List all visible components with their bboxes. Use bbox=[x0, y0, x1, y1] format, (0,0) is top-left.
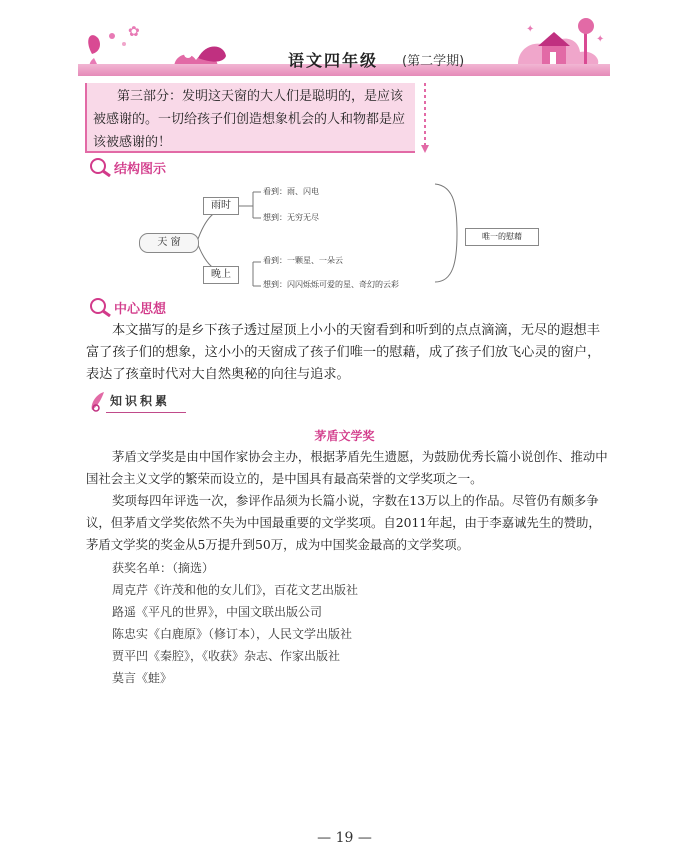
branch-night: 晚上 bbox=[203, 266, 239, 284]
book-title: 语文四年级 bbox=[288, 51, 379, 70]
structure-heading-label: 结构图示 bbox=[114, 161, 167, 177]
winner-item: 路遥《平凡的世界》，中国文联出版公司 bbox=[112, 605, 323, 619]
structure-heading bbox=[88, 157, 166, 177]
central-idea-text: 本文描写的是乡下孩子透过屋顶上小小的天窗看到和听到的点点滴滴，无尽的遐想丰富了孩子们的想象，这小小的天窗成了孩子们唯一的慰藉，成了孩子们放飞心灵的窗户，表达了孩童时代对大自然奥秘的向往与追求。 bbox=[86, 323, 601, 382]
summary-text: 第三部分：发明这天窗的大人们是聪明的，是应该被感谢的。一切给孩子们创造想象机会的人和物都是应该被感谢的！ bbox=[93, 89, 406, 150]
winners-list-title: 获奖名单：（摘选） bbox=[112, 561, 215, 575]
central-idea-heading bbox=[88, 297, 166, 317]
rain-see-text: 看到：雨、闪电 bbox=[263, 187, 319, 196]
knowledge-heading-label: 知识积累 bbox=[110, 394, 171, 408]
result-node: 唯一的慰藉 bbox=[465, 228, 539, 246]
center-node: 天 窗 bbox=[139, 233, 199, 253]
knowledge-title: 茅盾文学奖 bbox=[314, 429, 375, 443]
structure-diagram bbox=[135, 178, 575, 290]
night-think-text: 想到：闪闪烁烁可爱的星、奇幻的云彩 bbox=[263, 280, 399, 289]
book-subtitle: (第二学期) bbox=[402, 54, 465, 69]
knowledge-para-1: 茅盾文学奖是由中国作家协会主办，根据茅盾先生遗愿，为鼓励优秀长篇小说创作、推动中国社会主义文学的繁荣而设立的，是中国具有最高荣誉的文学奖项之一。 bbox=[86, 449, 608, 486]
page-number: — 19 — bbox=[317, 830, 372, 846]
magnifier-icon bbox=[88, 297, 112, 317]
svg-text:✦: ✦ bbox=[526, 24, 535, 35]
winner-item: 周克芹《许茂和他的女儿们》，百花文艺出版社 bbox=[112, 583, 359, 597]
knowledge-heading bbox=[88, 390, 188, 418]
page-header bbox=[78, 14, 610, 80]
night-see-text: 看到：一颗星、一朵云 bbox=[263, 256, 343, 265]
winner-item: 陈忠实《白鹿原》（修订本），人民文学出版社 bbox=[112, 627, 353, 641]
central-idea-heading-label: 中心思想 bbox=[114, 301, 167, 317]
rain-think-text: 想到：无穷无尽 bbox=[263, 213, 319, 222]
knowledge-underline bbox=[106, 412, 186, 413]
knowledge-para-2: 奖项每四年评选一次，参评作品须为长篇小说，字数在13万以上的作品。尽管仍有颇多争议，但茅盾文学奖依然不失为中国最重要的文学奖项。自2011年起，由于李嘉诚先生的赞助，茅盾文学奖的奖金从5万提升到50万，成为中国奖金最高的文学奖项。 bbox=[86, 493, 601, 552]
summary-box bbox=[85, 83, 415, 153]
winner-item: 贾平凹《秦腔》，《收获》杂志、作家出版社 bbox=[112, 649, 341, 663]
svg-text:✿: ✿ bbox=[128, 24, 140, 40]
svg-text:✦: ✦ bbox=[596, 34, 605, 45]
winner-item: 莫言《蛙》 bbox=[112, 671, 173, 685]
pen-icon bbox=[88, 390, 110, 414]
dotted-arrow-decoration-icon bbox=[421, 83, 429, 155]
magnifier-icon bbox=[88, 157, 112, 177]
branch-rain: 雨时 bbox=[203, 197, 239, 215]
